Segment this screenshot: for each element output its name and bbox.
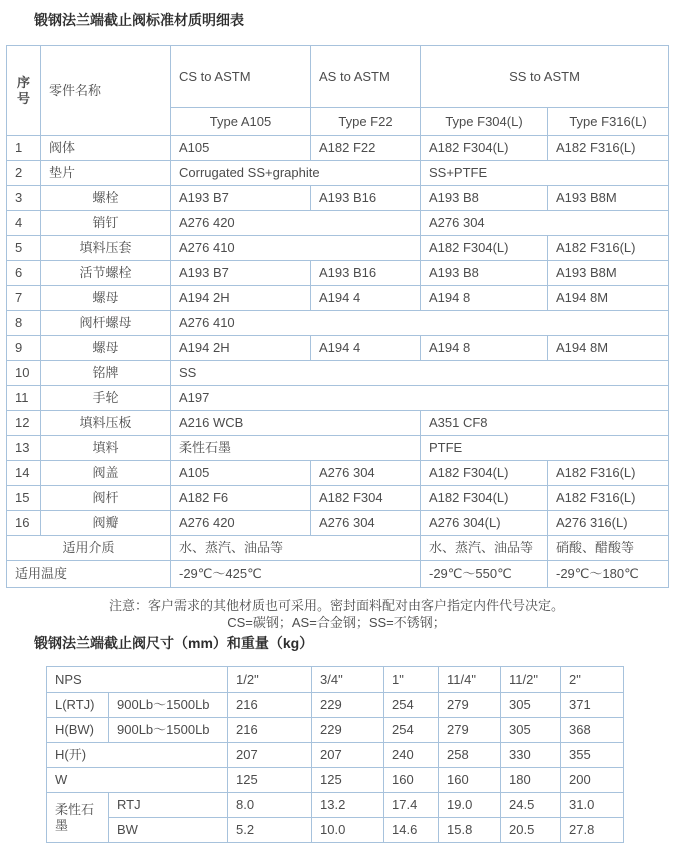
table-row bbox=[7, 161, 669, 186]
header-size: 1/2" bbox=[228, 667, 312, 693]
table-cell: A194 8M bbox=[548, 286, 669, 311]
table-cell: 305 bbox=[501, 693, 561, 718]
table-cell: 螺母 bbox=[41, 286, 171, 311]
table-cell: A276 304 bbox=[421, 211, 669, 236]
table-row bbox=[7, 561, 669, 588]
table-cell: A193 B16 bbox=[311, 261, 421, 286]
table-cell: 258 bbox=[439, 743, 501, 768]
table-cell: 10.0 bbox=[312, 818, 384, 843]
header-size: 1" bbox=[384, 667, 439, 693]
table-cell: 371 bbox=[561, 693, 624, 718]
table-cell: 254 bbox=[384, 718, 439, 743]
table-cell: A276 420 bbox=[171, 211, 421, 236]
table-cell: 8.0 bbox=[228, 793, 312, 818]
table-cell: 125 bbox=[228, 768, 312, 793]
table-row bbox=[7, 461, 669, 486]
table-cell: W bbox=[47, 768, 228, 793]
table-cell: A182 F316(L) bbox=[548, 486, 669, 511]
table-cell: A194 8 bbox=[421, 286, 548, 311]
table-cell: 900Lb～1500Lb bbox=[109, 693, 228, 718]
table-cell: 9 bbox=[7, 336, 41, 361]
table-cell: 手轮 bbox=[41, 386, 171, 411]
table-row bbox=[7, 46, 669, 108]
table-cell: 铭牌 bbox=[41, 361, 171, 386]
table-cell: 阀盖 bbox=[41, 461, 171, 486]
table-row bbox=[47, 793, 624, 818]
table-cell: 229 bbox=[312, 693, 384, 718]
page bbox=[0, 12, 673, 843]
table-cell: A182 F6 bbox=[171, 486, 311, 511]
table-cell: 31.0 bbox=[561, 793, 624, 818]
table-cell: 阀体 bbox=[41, 136, 171, 161]
table-cell: 活节螺栓 bbox=[41, 261, 171, 286]
table-cell: 17.4 bbox=[384, 793, 439, 818]
table-cell: A276 410 bbox=[171, 311, 669, 336]
table-row bbox=[47, 768, 624, 793]
table-cell: A193 B8M bbox=[548, 261, 669, 286]
table-cell: A351 CF8 bbox=[421, 411, 669, 436]
table-cell: 355 bbox=[561, 743, 624, 768]
header-as-to-astm: AS to ASTM bbox=[311, 46, 421, 108]
table-cell: 279 bbox=[439, 693, 501, 718]
table-cell: 水、蒸汽、油品等 bbox=[171, 536, 421, 561]
table-cell: 27.8 bbox=[561, 818, 624, 843]
table-cell: 柔性石墨 bbox=[171, 436, 421, 461]
table-cell: 阀杆 bbox=[41, 486, 171, 511]
table-cell: A276 316(L) bbox=[548, 511, 669, 536]
table-cell: 16 bbox=[7, 511, 41, 536]
table-row bbox=[7, 236, 669, 261]
table-cell: SS+PTFE bbox=[421, 161, 669, 186]
table-cell: A182 F316(L) bbox=[548, 136, 669, 161]
table-row bbox=[7, 511, 669, 536]
table-cell: 216 bbox=[228, 718, 312, 743]
table-cell: A182 F304(L) bbox=[421, 461, 548, 486]
table-cell: 填料压套 bbox=[41, 236, 171, 261]
table-cell: 207 bbox=[312, 743, 384, 768]
table-row bbox=[47, 743, 624, 768]
table-row bbox=[7, 186, 669, 211]
table-cell: A194 4 bbox=[311, 286, 421, 311]
table-cell: 水、蒸汽、油品等 bbox=[421, 536, 548, 561]
table-row bbox=[7, 311, 669, 336]
table-cell: 207 bbox=[228, 743, 312, 768]
table-cell: 305 bbox=[501, 718, 561, 743]
header-type-f316l: Type F316(L) bbox=[548, 108, 669, 136]
header-size: 2" bbox=[561, 667, 624, 693]
table-cell: 20.5 bbox=[501, 818, 561, 843]
table-cell: 6 bbox=[7, 261, 41, 286]
table-cell: A182 F316(L) bbox=[548, 236, 669, 261]
table-cell: 8 bbox=[7, 311, 41, 336]
table-cell: A276 410 bbox=[171, 236, 421, 261]
table-cell: 阀瓣 bbox=[41, 511, 171, 536]
table-cell: A105 bbox=[171, 136, 311, 161]
header-part-name: 零件名称 bbox=[41, 46, 171, 136]
dimensions-table-title: 锻钢法兰端截止阀尺寸（mm）和重量（kg） bbox=[34, 635, 314, 651]
table-cell: H(开) bbox=[47, 743, 228, 768]
header-type-f22: Type F22 bbox=[311, 108, 421, 136]
table-cell: A182 F304(L) bbox=[421, 136, 548, 161]
table-cell: 216 bbox=[228, 693, 312, 718]
table-row bbox=[47, 667, 624, 693]
table-cell: 900Lb～1500Lb bbox=[109, 718, 228, 743]
note-line-1: 注意：客户需求的其他材质也可采用。密封面料配对由客户指定内件代号决定。 bbox=[108, 598, 564, 613]
table-row bbox=[7, 261, 669, 286]
table-cell: 4 bbox=[7, 211, 41, 236]
table-row bbox=[7, 411, 669, 436]
table-cell: A194 2H bbox=[171, 336, 311, 361]
table-row bbox=[7, 536, 669, 561]
table-cell: 销钉 bbox=[41, 211, 171, 236]
header-nps: NPS bbox=[47, 667, 228, 693]
applicable-medium-label: 适用介质 bbox=[7, 536, 171, 561]
table-cell: A182 F22 bbox=[311, 136, 421, 161]
table-row bbox=[47, 718, 624, 743]
table-cell: A194 2H bbox=[171, 286, 311, 311]
table-cell: 125 bbox=[312, 768, 384, 793]
table-cell: 160 bbox=[384, 768, 439, 793]
table-cell: A194 8M bbox=[548, 336, 669, 361]
table-row bbox=[7, 286, 669, 311]
table-cell: 254 bbox=[384, 693, 439, 718]
table-cell: A216 WCB bbox=[171, 411, 421, 436]
header-type-a105: Type A105 bbox=[171, 108, 311, 136]
table-cell: 240 bbox=[384, 743, 439, 768]
table-cell: 19.0 bbox=[439, 793, 501, 818]
materials-table bbox=[6, 45, 669, 588]
table-cell: A276 304(L) bbox=[421, 511, 548, 536]
table-cell: -29℃～180℃ bbox=[548, 561, 669, 588]
table-cell: A276 304 bbox=[311, 511, 421, 536]
table-cell: 13 bbox=[7, 436, 41, 461]
table-cell: 11 bbox=[7, 386, 41, 411]
table-row bbox=[7, 361, 669, 386]
table-cell: A276 420 bbox=[171, 511, 311, 536]
table-cell: A182 F316(L) bbox=[548, 461, 669, 486]
table-cell: A193 B8 bbox=[421, 186, 548, 211]
table-cell: 14 bbox=[7, 461, 41, 486]
table-row bbox=[7, 486, 669, 511]
table-cell: 14.6 bbox=[384, 818, 439, 843]
table-cell: 填料压板 bbox=[41, 411, 171, 436]
header-size: 3/4" bbox=[312, 667, 384, 693]
table-cell: 15 bbox=[7, 486, 41, 511]
table-cell: 阀杆螺母 bbox=[41, 311, 171, 336]
table-cell: A194 8 bbox=[421, 336, 548, 361]
table-row bbox=[47, 818, 624, 843]
header-type-f304l: Type F304(L) bbox=[421, 108, 548, 136]
table-cell: 330 bbox=[501, 743, 561, 768]
table-cell: 279 bbox=[439, 718, 501, 743]
table-cell: A105 bbox=[171, 461, 311, 486]
table-cell: H(BW) bbox=[47, 718, 109, 743]
table-cell: 7 bbox=[7, 286, 41, 311]
table-row bbox=[7, 211, 669, 236]
table-row bbox=[7, 136, 669, 161]
table-cell: 填料 bbox=[41, 436, 171, 461]
table-cell: A182 F304(L) bbox=[421, 236, 548, 261]
table-cell: A197 bbox=[171, 386, 669, 411]
applicable-temperature-label: 适用温度 bbox=[7, 561, 171, 588]
table-cell: 12 bbox=[7, 411, 41, 436]
materials-table-title: 锻钢法兰端截止阀标准材质明细表 bbox=[34, 12, 244, 28]
table-cell: 1 bbox=[7, 136, 41, 161]
table-cell: A276 304 bbox=[311, 461, 421, 486]
table-cell: PTFE bbox=[421, 436, 669, 461]
table-cell: A193 B16 bbox=[311, 186, 421, 211]
table-cell: 180 bbox=[501, 768, 561, 793]
table-cell: 螺母 bbox=[41, 336, 171, 361]
table-cell: A182 F304 bbox=[311, 486, 421, 511]
table-cell: Corrugated SS+graphite bbox=[171, 161, 421, 186]
table-cell: A193 B7 bbox=[171, 186, 311, 211]
table-cell: 13.2 bbox=[312, 793, 384, 818]
header-ss-to-astm: SS to ASTM bbox=[421, 46, 669, 108]
table-cell: A193 B8M bbox=[548, 186, 669, 211]
table-row bbox=[7, 336, 669, 361]
table-cell: 5.2 bbox=[228, 818, 312, 843]
table-cell: 15.8 bbox=[439, 818, 501, 843]
dimensions-table bbox=[46, 666, 624, 843]
table-cell: 10 bbox=[7, 361, 41, 386]
table-cell: 160 bbox=[439, 768, 501, 793]
table-cell: 200 bbox=[561, 768, 624, 793]
table-cell: 368 bbox=[561, 718, 624, 743]
table-cell: 229 bbox=[312, 718, 384, 743]
table-cell: -29℃～550℃ bbox=[421, 561, 548, 588]
table-cell: SS bbox=[171, 361, 669, 386]
table-row bbox=[7, 436, 669, 461]
table-cell: A193 B8 bbox=[421, 261, 548, 286]
table-cell: 5 bbox=[7, 236, 41, 261]
table-cell: RTJ bbox=[109, 793, 228, 818]
table-cell: 2 bbox=[7, 161, 41, 186]
table-cell: L(RTJ) bbox=[47, 693, 109, 718]
table-row bbox=[47, 693, 624, 718]
table-cell: BW bbox=[109, 818, 228, 843]
table-cell: 螺栓 bbox=[41, 186, 171, 211]
table-row bbox=[7, 386, 669, 411]
header-size: 11/4" bbox=[439, 667, 501, 693]
table-cell: A193 B7 bbox=[171, 261, 311, 286]
table-cell: A194 4 bbox=[311, 336, 421, 361]
table-cell: 24.5 bbox=[501, 793, 561, 818]
table-cell: 柔性石墨 bbox=[47, 793, 109, 843]
table-cell: 硝酸、醋酸等 bbox=[548, 536, 669, 561]
header-size: 11/2" bbox=[501, 667, 561, 693]
note-line-2: CS=碳钢；AS=合金钢；SS=不锈钢； bbox=[227, 615, 446, 630]
table-cell: A182 F304(L) bbox=[421, 486, 548, 511]
notes-block bbox=[0, 597, 673, 631]
header-cs-to-astm: CS to ASTM bbox=[171, 46, 311, 108]
header-no: 序号 bbox=[7, 46, 41, 136]
table-cell: -29℃～425℃ bbox=[171, 561, 421, 588]
table-cell: 垫片 bbox=[41, 161, 171, 186]
table-cell: 3 bbox=[7, 186, 41, 211]
